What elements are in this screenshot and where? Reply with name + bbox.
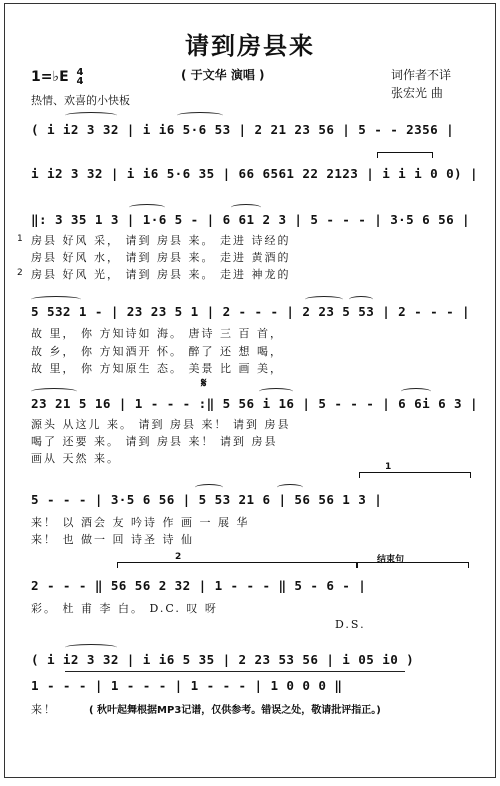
second-ending-label: 2 [175, 552, 182, 562]
music-line-5: 23 21 5 16 | 1 - - - :‖ 5 56 i 16 | 5 - - - | 6 6i 6 3 | [31, 396, 478, 411]
music-line-3: ‖: 3 35 1 3 | 1·6 5 - | 6 61 2 3 | 5 - - - | 3·5 6 56 | [31, 212, 471, 227]
slur [305, 296, 343, 303]
lyric-line: 来！ 也 做一 回 诗圣 诗 仙 [31, 533, 194, 546]
key-prefix: 1= [31, 69, 53, 85]
lyric-line: 房县 好风 水， 请到 房县 来。 走进 黄酒的 [31, 251, 291, 264]
ending-phrase-label: 结束句 [377, 555, 405, 565]
lyric-line: 故 里， 你 方知诗如 海。 唐诗 三 百 首， [31, 327, 283, 340]
lyric-line: 彩。 杜 甫 李 白。 D.C. 叹 呀 [31, 602, 218, 615]
slur [259, 388, 293, 395]
divider [65, 671, 405, 672]
music-line-8-lower: 1 - - - | 1 - - - | 1 - - - | 1 0 0 0 ‖ [31, 678, 343, 693]
song-title: 请到房县来 [185, 32, 315, 60]
key-note: ♭E [52, 69, 69, 85]
lyric-line: 来！ 以 酒会 友 吟诗 作 画 一 展 华 [31, 516, 250, 529]
lyric-line: 喝了 还要 来。 请到 房县 来！ 请到 房县 [31, 435, 278, 448]
segno-icon: 𝄋 [201, 376, 207, 391]
singer-credit: ( 于文华 演唱 ) [181, 68, 265, 82]
music-line-6: 5 - - - | 3·5 6 56 | 5 53 21 6 | 56 56 1 3 | [31, 492, 383, 507]
slur [195, 484, 223, 491]
lyric-line: 房县 好风 光， 请到 房县 来。 走进 神龙的 [31, 268, 291, 281]
slur [401, 388, 431, 395]
slur [277, 484, 303, 491]
transcription-footnote: ( 秋叶起舞根据MP3记谱，仅供参考。错误之处，敬请批评指正。) [89, 705, 381, 716]
music-line-8-upper: ( i i2 3 32 | i i6 5 35 | 2 23 53 56 | i 05 i0 ) [31, 652, 415, 667]
lyric-line: 房县 好风 采， 请到 房县 来。 走进 诗经的 [31, 234, 291, 247]
verse-number: 2 [17, 268, 23, 278]
lyric-line: 画从 天然 来。 [31, 452, 120, 465]
lyricist-credit: 词作者不详 [391, 68, 452, 82]
lyric-line: 源头 从这儿 来。 请到 房县 来！ 请到 房县 [31, 418, 291, 431]
second-ending-bracket [117, 562, 357, 564]
slur [31, 296, 81, 303]
music-line-7: 2 - - - ‖ 56 56 2 32 | 1 - - - ‖ 5 - 6 - | [31, 578, 367, 593]
sheet-music-page [4, 3, 496, 778]
composer-credit: 张宏光 曲 [391, 86, 443, 100]
lyric-line: D.S. [335, 618, 366, 631]
slur [65, 644, 117, 651]
first-ending-bracket [359, 472, 471, 474]
slur [349, 296, 373, 303]
verse-number: 1 [17, 234, 23, 244]
music-line-4: 5 532 1 - | 23 23 5 1 | 2 - - - | 2 23 5 53 | 2 - - - | [31, 304, 471, 319]
slur [177, 112, 223, 119]
music-line-2: i i2 3 32 | i i6 5·6 35 | 66 6561 22 2123 | i i i 0 0) | [31, 166, 478, 181]
lyric-line: 故 乡， 你 方知酒开 怀。 醉了 还 想 喝， [31, 345, 283, 358]
time-signature [77, 68, 84, 86]
tempo-marking: 热情、欢喜的小快板 [31, 94, 130, 107]
key-signature [31, 68, 84, 86]
ending-phrase-bracket [357, 562, 469, 564]
first-ending-label: 1 [385, 462, 392, 472]
lyric-line: 来！ [31, 703, 57, 716]
slur [231, 204, 261, 211]
slur [129, 204, 165, 211]
triplet-bracket [377, 152, 433, 154]
time-bottom: 4 [76, 76, 84, 87]
slur [65, 112, 117, 119]
time-top: 4 [76, 67, 84, 78]
lyric-line: 故 里， 你 方知原生 态。 美景 比 画 美， [31, 362, 283, 375]
music-line-1: ( i i2 3 32 | i i6 5·6 53 | 2 21 23 56 | 5 - - 2356 | [31, 122, 455, 137]
slur [31, 388, 77, 395]
